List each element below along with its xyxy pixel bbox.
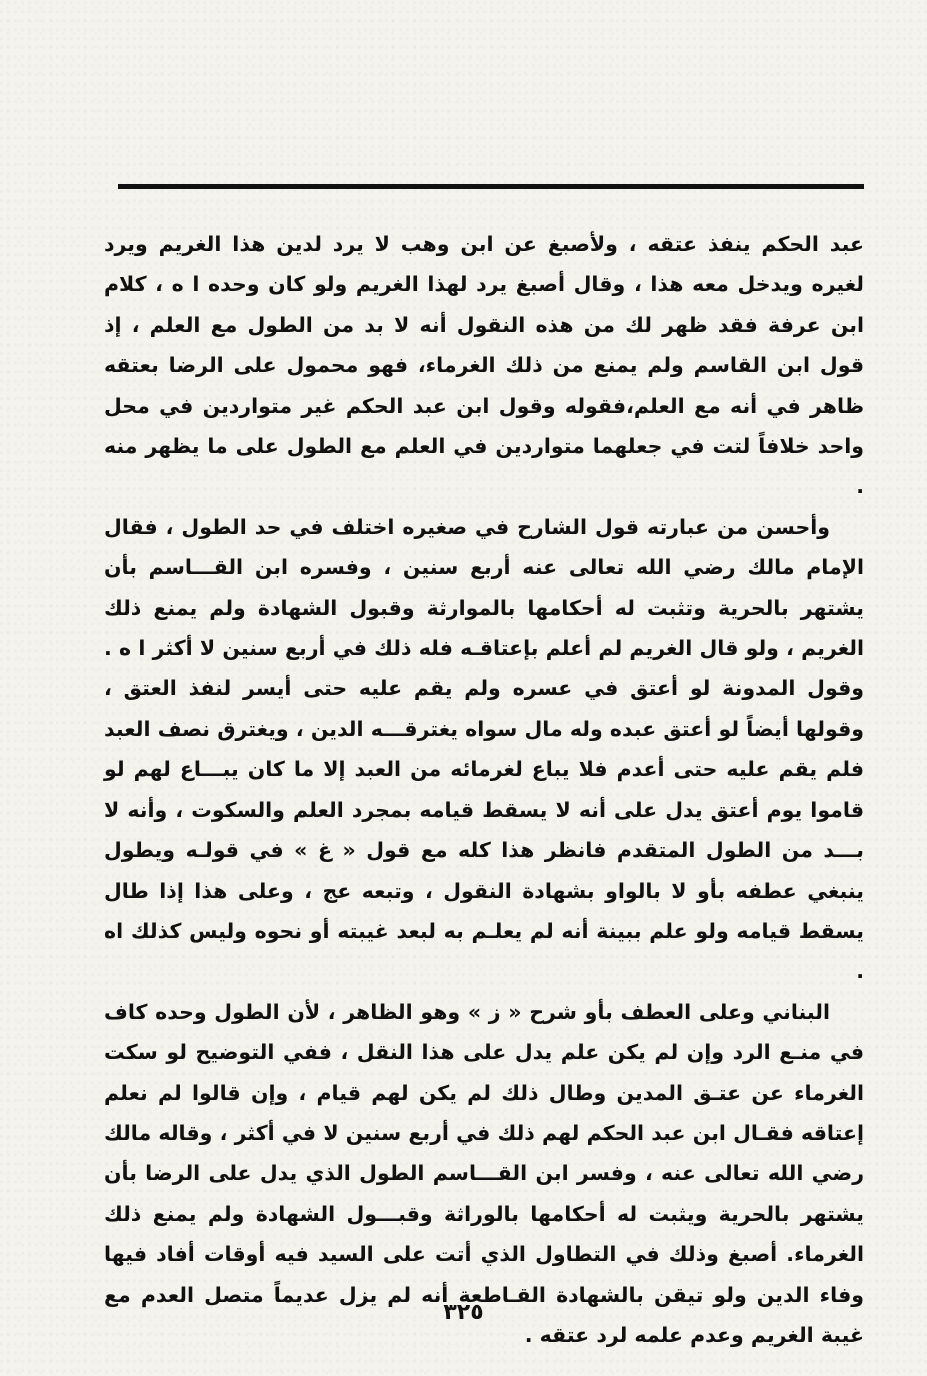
header-rule [118,184,864,189]
body-text [104,224,864,1355]
paragraph-3: البناني وعلى العطف بأو شرح « ز » وهو الظاهر ، لأن الطول وحده كاف في منـع الرد وإن لم يكن علم يدل على هذا النقل ، ففي التوضيح لو سكت الغرماء عن عتـق المدين وطال ذلك لم يكن لهم قيام ، وإن قالوا لم نعلم إعتاقه فقـال ابن عبد الحكم لهم ذلك في أربع سنين لا في أكثر ، وقاله مالك رضي الله تعالى عنه ، وفسر ابن القـــاسم الطول الذي يدل على الرضا بأن يشتهر بالحرية ويثبت له أحكامها بالوراثة وقبـــول الشهادة ولم يمنع ذلك الغرماء. أصبغ وذلك في التطاول الذي أتت على السيد فيه أوقات أفاد فيها وفاء الدين ولو تيقن بالشهادة القـاطعة أنه لم يزل عديماً متصل العدم مع غيبة الغريم وعدم علمه لرد عتقه . [104,999,864,1347]
page-number: ٣٢٥ [443,1300,484,1325]
paragraph-2: وأحسن من عبارته قول الشارح في صغيره اختلف في حد الطول ، فقال الإمام مالك رضي الله تعالى عنه أربع سنين ، وفسره ابن القـــاسم بأن يشتهر بالحرية وتثبت له أحكامها بالموارثة وقبول الشهادة ولم يمنع ذلك الغريم ، ولو قال الغريم لم أعلم بإعتاقـه فله ذلك في أربع سنين لا أكثر ا ه . وقول المدونة لو أعتق في عسره ولم يقم عليه حتى أيسر لنفذ العتق ، وقولها أيضاً لو أعتق عبده وله مال سواه يغترقـــه الدين ، ويغترق نصف العبد فلم يقم عليه حتى أعدم فلا يباع لغرمائه من العبد إلا ما كان يبـــاع لهم لو قاموا يوم أعتق يدل على أنه لا يسقط قيامه بمجرد العلم والسكوت ، وأنه لا بـــد من الطول المتقدم فانظر هذا كله مع قول « غ » في قولـه ويطول ينبغي عطفه بأو لا بالواو بشهادة النقول ، وتبعه عج ، وعلى هذا إذا طال يسقط قيامه ولو علم ببينة أنه لم يعلـم به لبعد غيبته أو نحوه وليس كذلك اه . [104,514,864,984]
paragraph-1: عبد الحكم ينفذ عتقه ، ولأصبغ عن ابن وهب لا يرد لدين هذا الغريم ويرد لغيره ويدخل معه هذا ، وقال أصبغ يرد لهذا الغريم ولو كان وحده ا ه ، كلام ابن عرفة فقد ظهر لك من هذه النقول أنه لا بد من الطول مع العلم ، إذ قول ابن القاسم ولم يمنع من ذلك الغرماء، فهو محمول على الرضا بعتقه ظاهر في أنه مع العلم،فقوله وقول ابن عبد الحكم غير متواردين في محل واحد خلافاً لتت في جعلهما متواردين في العلم مع الطول على ما يظهر منه . [104,232,864,499]
